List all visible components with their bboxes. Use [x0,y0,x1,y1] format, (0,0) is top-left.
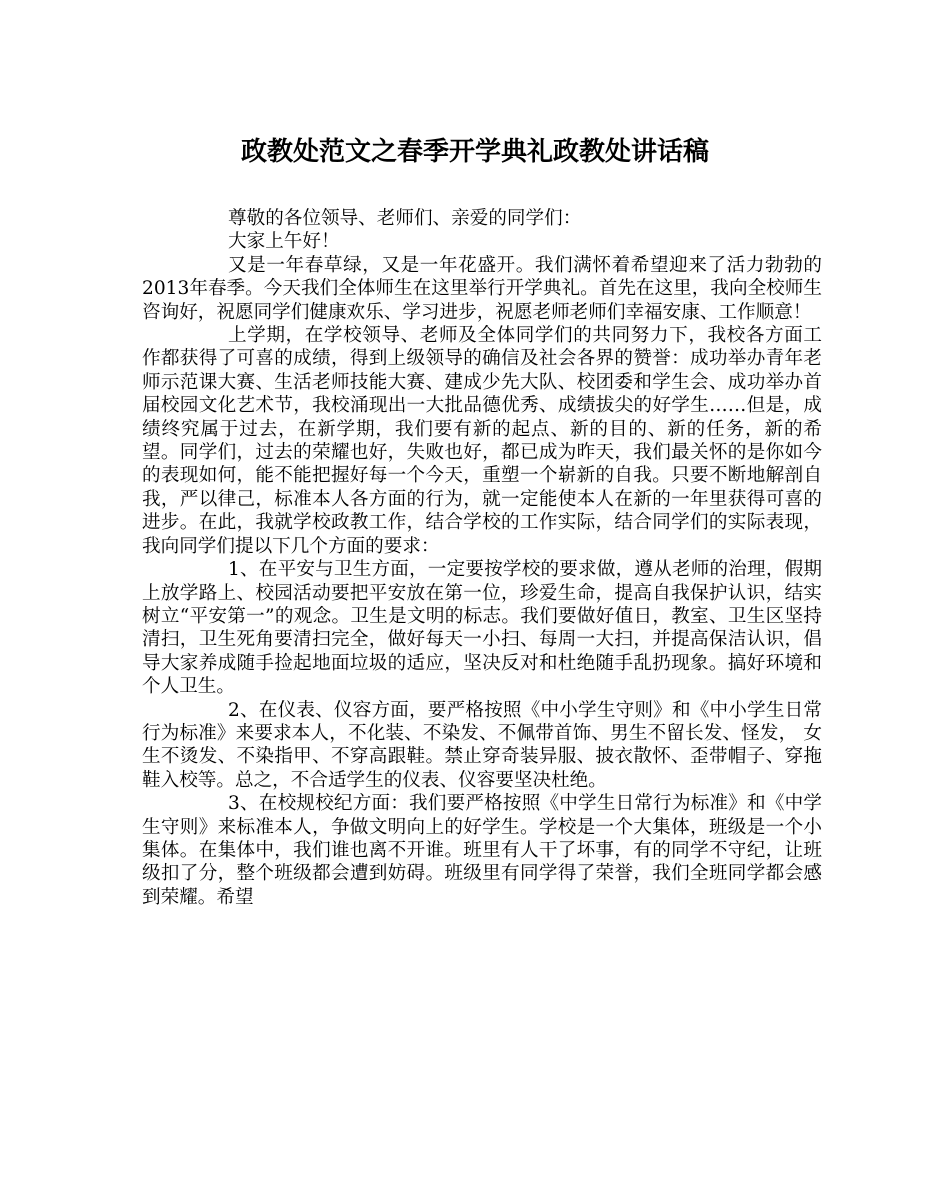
body-paragraph: 3、在校规校纪方面：我们要严格按照《中学生日常行为标准》和《中学生守则》来标准本人，争做文明向上的好学生。学校是一个大集体，班级是一个小集体。在集体中，我们谁也离不开谁。班里有人干了坏事，有的同学不守纪，让班级扣了分，整个班级都会遭到妨碍。班级里有同学得了荣誉，我们全班同学都会感到荣耀。希望 [142,793,822,908]
body-paragraph: 2、在仪表、仪容方面，要严格按照《中小学生守则》和《中小学生日常行为标准》来要求本人，不化装、不染发、不佩带首饰、男生不留长发、怪发， 女生不烫发、不染指甲、不穿高跟鞋。禁止穿奇装异服、披衣散怀、歪带帽子、穿拖鞋入校等。总之，不合适学生的仪表、仪容要坚决杜绝。 [142,699,822,791]
body-paragraph: 1、在平安与卫生方面，一定要按学校的要求做，遵从老师的治理，假期上放学路上、校园活动要把平安放在第一位，珍爱生命，提高自我保护认识，结实树立“平安第一”的观念。卫生是文明的标志。我们要做好值日，教室、卫生区坚持清扫，卫生死角要清扫完全，做好每天一小扫、每周一大扫，并提高保洁认识，倡导大家养成随手捡起地面垃圾的适应，坚决反对和杜绝随手乱扔现象。搞好环境和个人卫生。 [142,559,822,698]
salutation-paragraph: 尊敬的各位领导、老师们、亲爱的同学们： [228,208,582,229]
body-paragraph: 上学期，在学校领导、老师及全体同学们的共同努力下，我校各方面工作都获得了可喜的成绩，得到上级领导的确信及社会各界的赞誉：成功举办青年老师示范课大赛、生活老师技能大赛、建成少先大队、校团委和学生会、成功举办首届校园文化艺术节，我校涌现出一大批品德优秀、成绩拔尖的好学生……但是，成绩终究属于过去，在新学期，我们要有新的起点、新的目的、新的任务，新的希望。同学们，过去的荣耀也好，失败也好，都已成为昨天，我们最关怀的是你如今的表现如何，能不能把握好每一个今天，重塑一个崭新的自我。只要不断地解剖自我，严以律己，标准本人各方面的行为，就一定能使本人在新的一年里获得可喜的进步。在此，我就学校政教工作，结合学校的工作实际，结合同学们的实际表现，我向同学们提以下几个方面的要求： [142,325,822,557]
document-title: 政教处范文之春季开学典礼政教处讲话稿 [240,137,709,167]
document-body [142,207,822,909]
greeting-paragraph: 大家上午好！ [228,231,340,253]
body-paragraph: 又是一年春草绿，又是一年花盛开。我们满怀着希望迎来了活力勃勃的2013年春季。今天我们全体师生在这里举行开学典礼。首先在这里，我向全校师生咨询好，祝愿同学们健康欢乐、学习进步，祝愿老师老师们幸福安康、工作顺意！ [142,254,822,323]
